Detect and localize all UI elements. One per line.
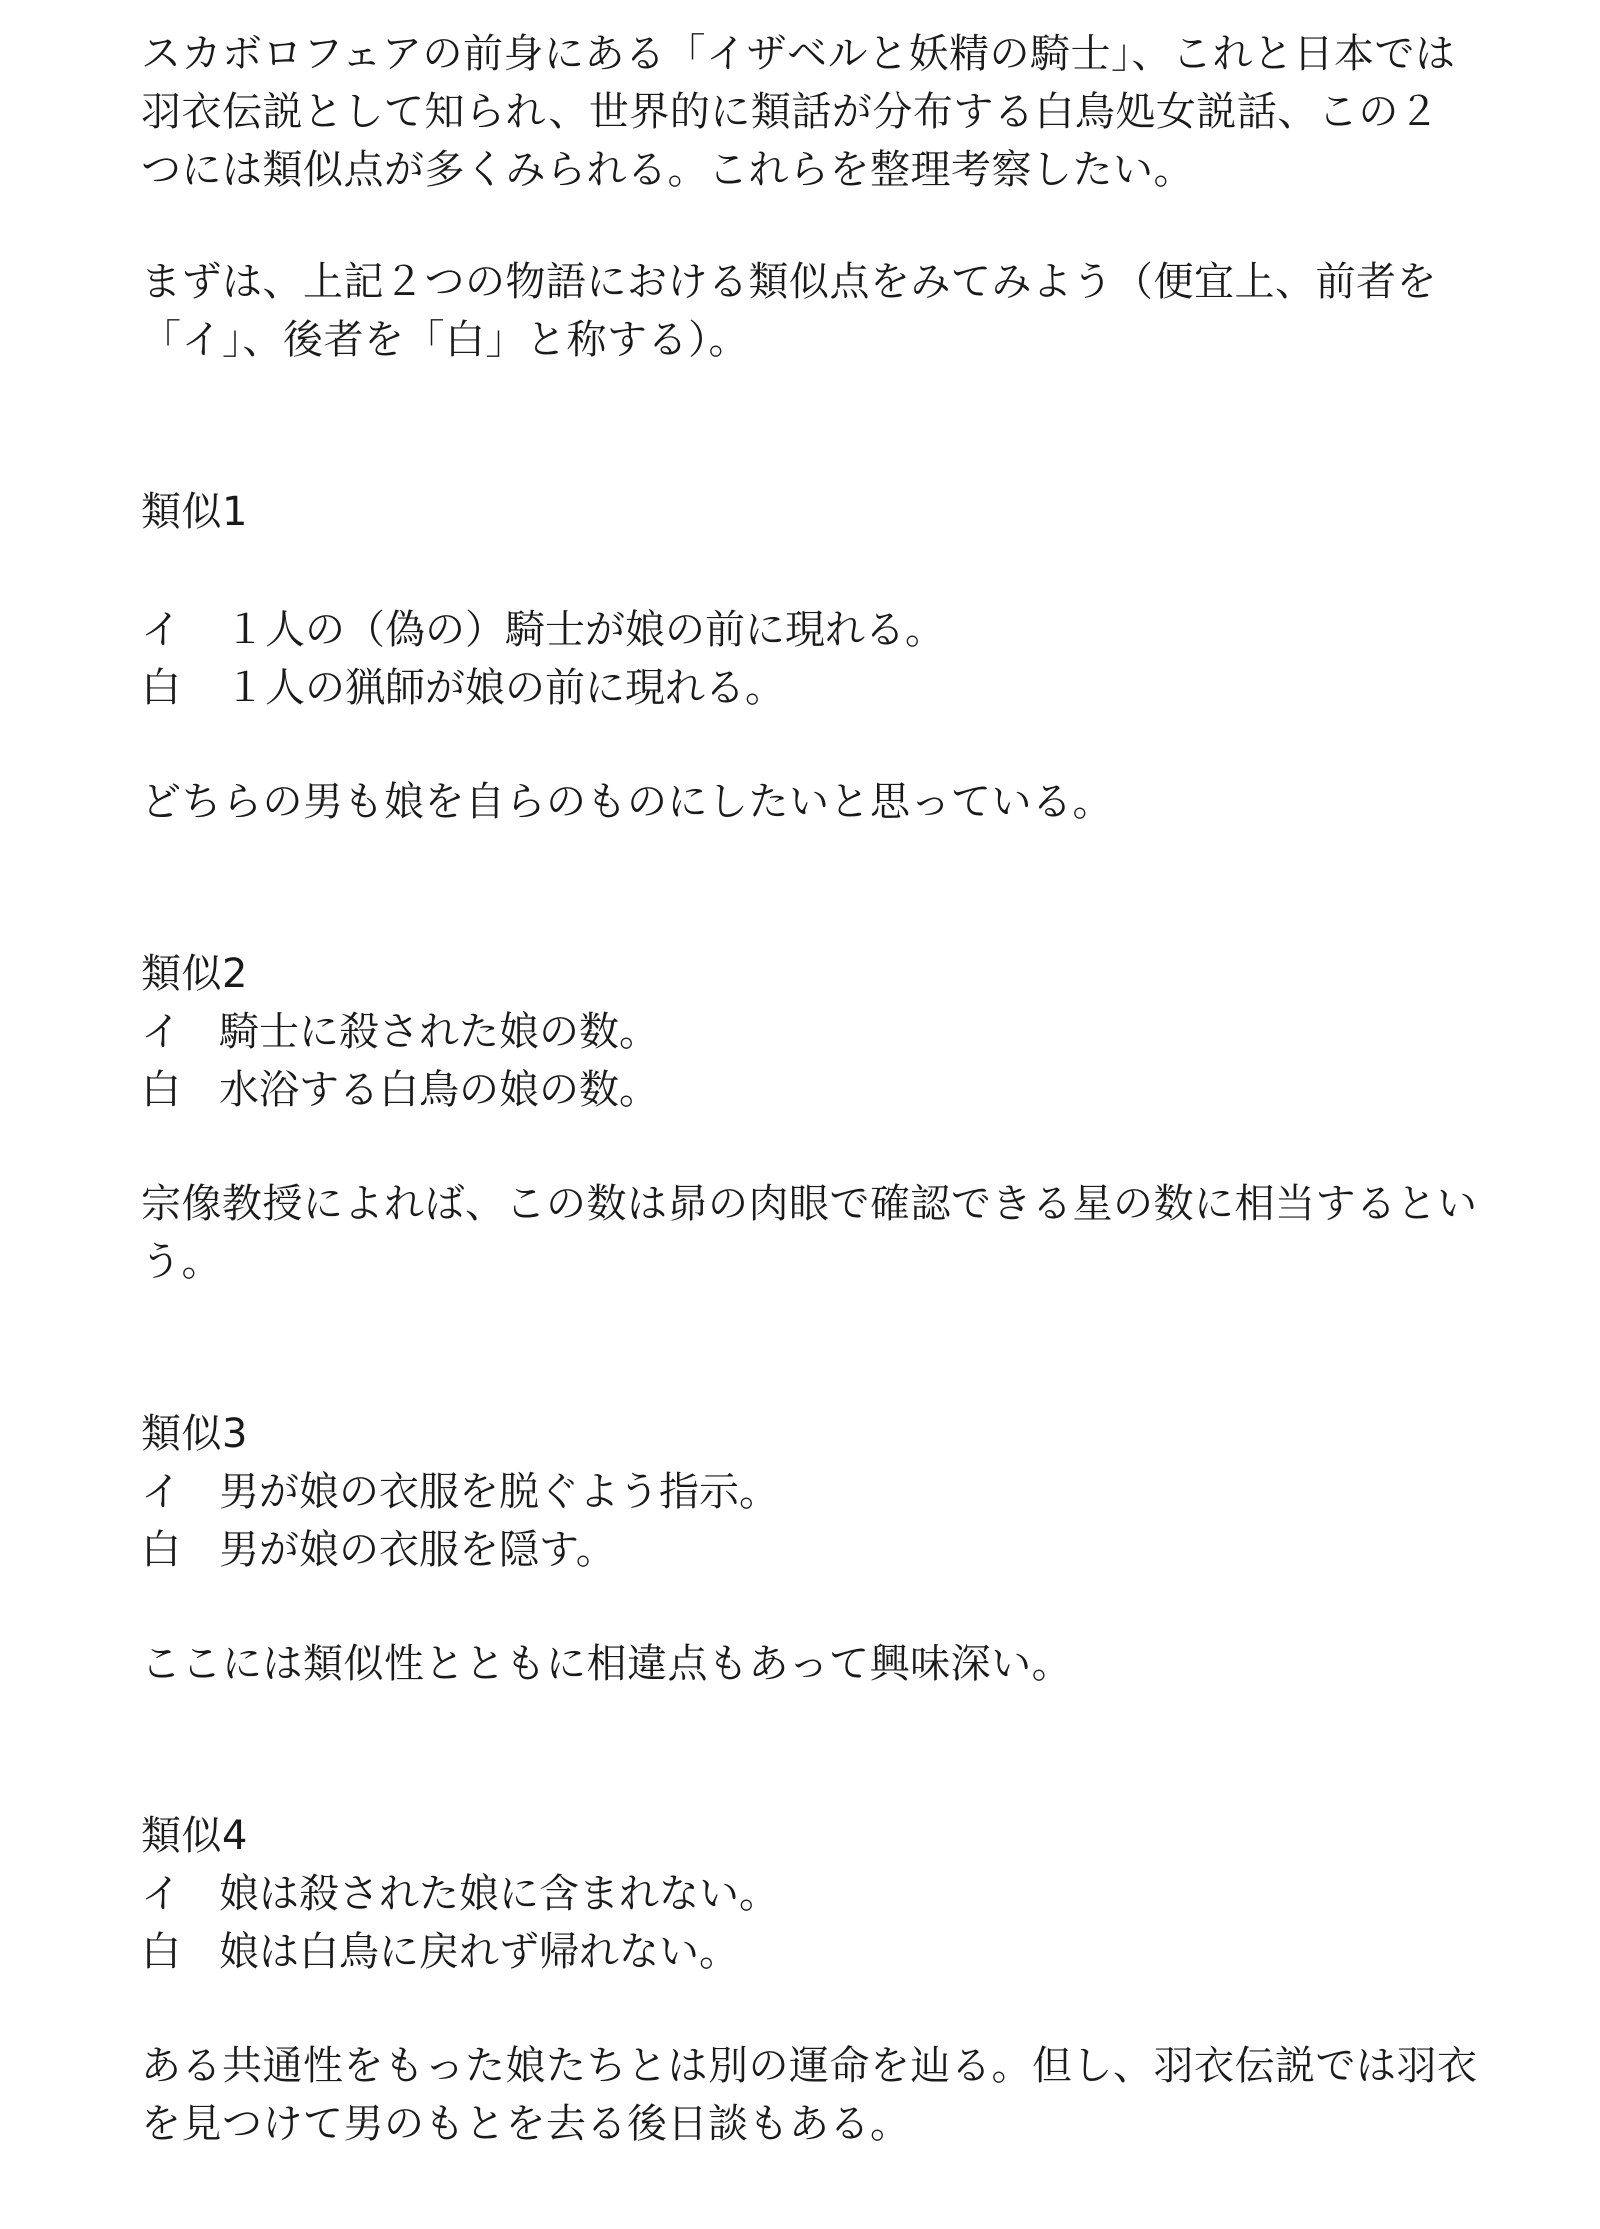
similarity-row-i xyxy=(141,1004,659,1060)
similarity-heading: 類似2 xyxy=(141,951,248,997)
row-text: 騎士に殺された娘の数。 xyxy=(219,1009,659,1055)
mark-i: イ xyxy=(141,1009,181,1055)
row-text: 男が娘の衣服を隠す。 xyxy=(219,1527,616,1573)
similarity-heading: 類似3 xyxy=(141,1411,248,1457)
similarity-row-i xyxy=(141,1464,779,1520)
similarity-note-line-2: を見つけて男のもとを去る後日談もある。 xyxy=(141,2101,911,2147)
mark-i: イ xyxy=(141,607,181,653)
mark-i: イ xyxy=(141,1469,181,1515)
row-text: 水浴する白鳥の娘の数。 xyxy=(219,1067,659,1113)
intro-line-1: スカボロフェアの前身にある「イザベルと妖精の騎士」、これと日本では xyxy=(141,31,1456,77)
similarity-row-white xyxy=(141,1924,739,1980)
row-text: 娘は殺された娘に含まれない。 xyxy=(219,1871,779,1917)
similarity-heading: 類似4 xyxy=(141,1813,248,1859)
mark-white: 白 xyxy=(141,1929,181,1975)
similarity-note-line-1: ここには類似性とともに相違点もあって興味深い。 xyxy=(141,1641,1073,1687)
intro-line-2: 羽衣伝説として知られ、世界的に類話が分布する白鳥処女説話、この２ xyxy=(141,89,1440,135)
lead-line-2: 「イ」、後者を「白」と称する）。 xyxy=(141,317,749,363)
mark-white: 白 xyxy=(141,1067,181,1113)
mark-i: イ xyxy=(141,1871,181,1917)
similarity-heading: 類似1 xyxy=(141,489,248,535)
mark-white: 白 xyxy=(141,1527,181,1573)
mark-white: 白 xyxy=(141,665,181,711)
similarity-row-white xyxy=(141,1062,659,1118)
similarity-row-i xyxy=(141,602,945,658)
row-text: 男が娘の衣服を脱ぐよう指示。 xyxy=(219,1469,779,1515)
row-text: １人の（偽の）騎士が娘の前に現れる。 xyxy=(225,607,945,653)
similarity-row-white xyxy=(141,1522,616,1578)
row-text: 娘は白鳥に戻れず帰れない。 xyxy=(219,1929,739,1975)
similarity-note-line-1: 宗像教授によれば、この数は昴の肉眼で確認できる星の数に相当するとい xyxy=(141,1181,1478,1227)
lead-line-1: まずは、上記２つの物語における類似点をみてみよう（便宜上、前者を xyxy=(141,259,1437,305)
similarity-row-i xyxy=(141,1866,779,1922)
intro-line-3: つには類似点が多くみられる。これらを整理考察したい。 xyxy=(141,147,1194,193)
similarity-note-line-1: どちらの男も娘を自らのものにしたいと思っている。 xyxy=(141,779,1113,825)
similarity-note-line-2: う。 xyxy=(141,1239,222,1285)
similarity-note-line-1: ある共通性をもった娘たちとは別の運命を辿る。但し、羽衣伝説では羽衣 xyxy=(141,2043,1478,2089)
similarity-row-white xyxy=(141,660,785,716)
row-text: １人の猟師が娘の前に現れる。 xyxy=(225,665,785,711)
